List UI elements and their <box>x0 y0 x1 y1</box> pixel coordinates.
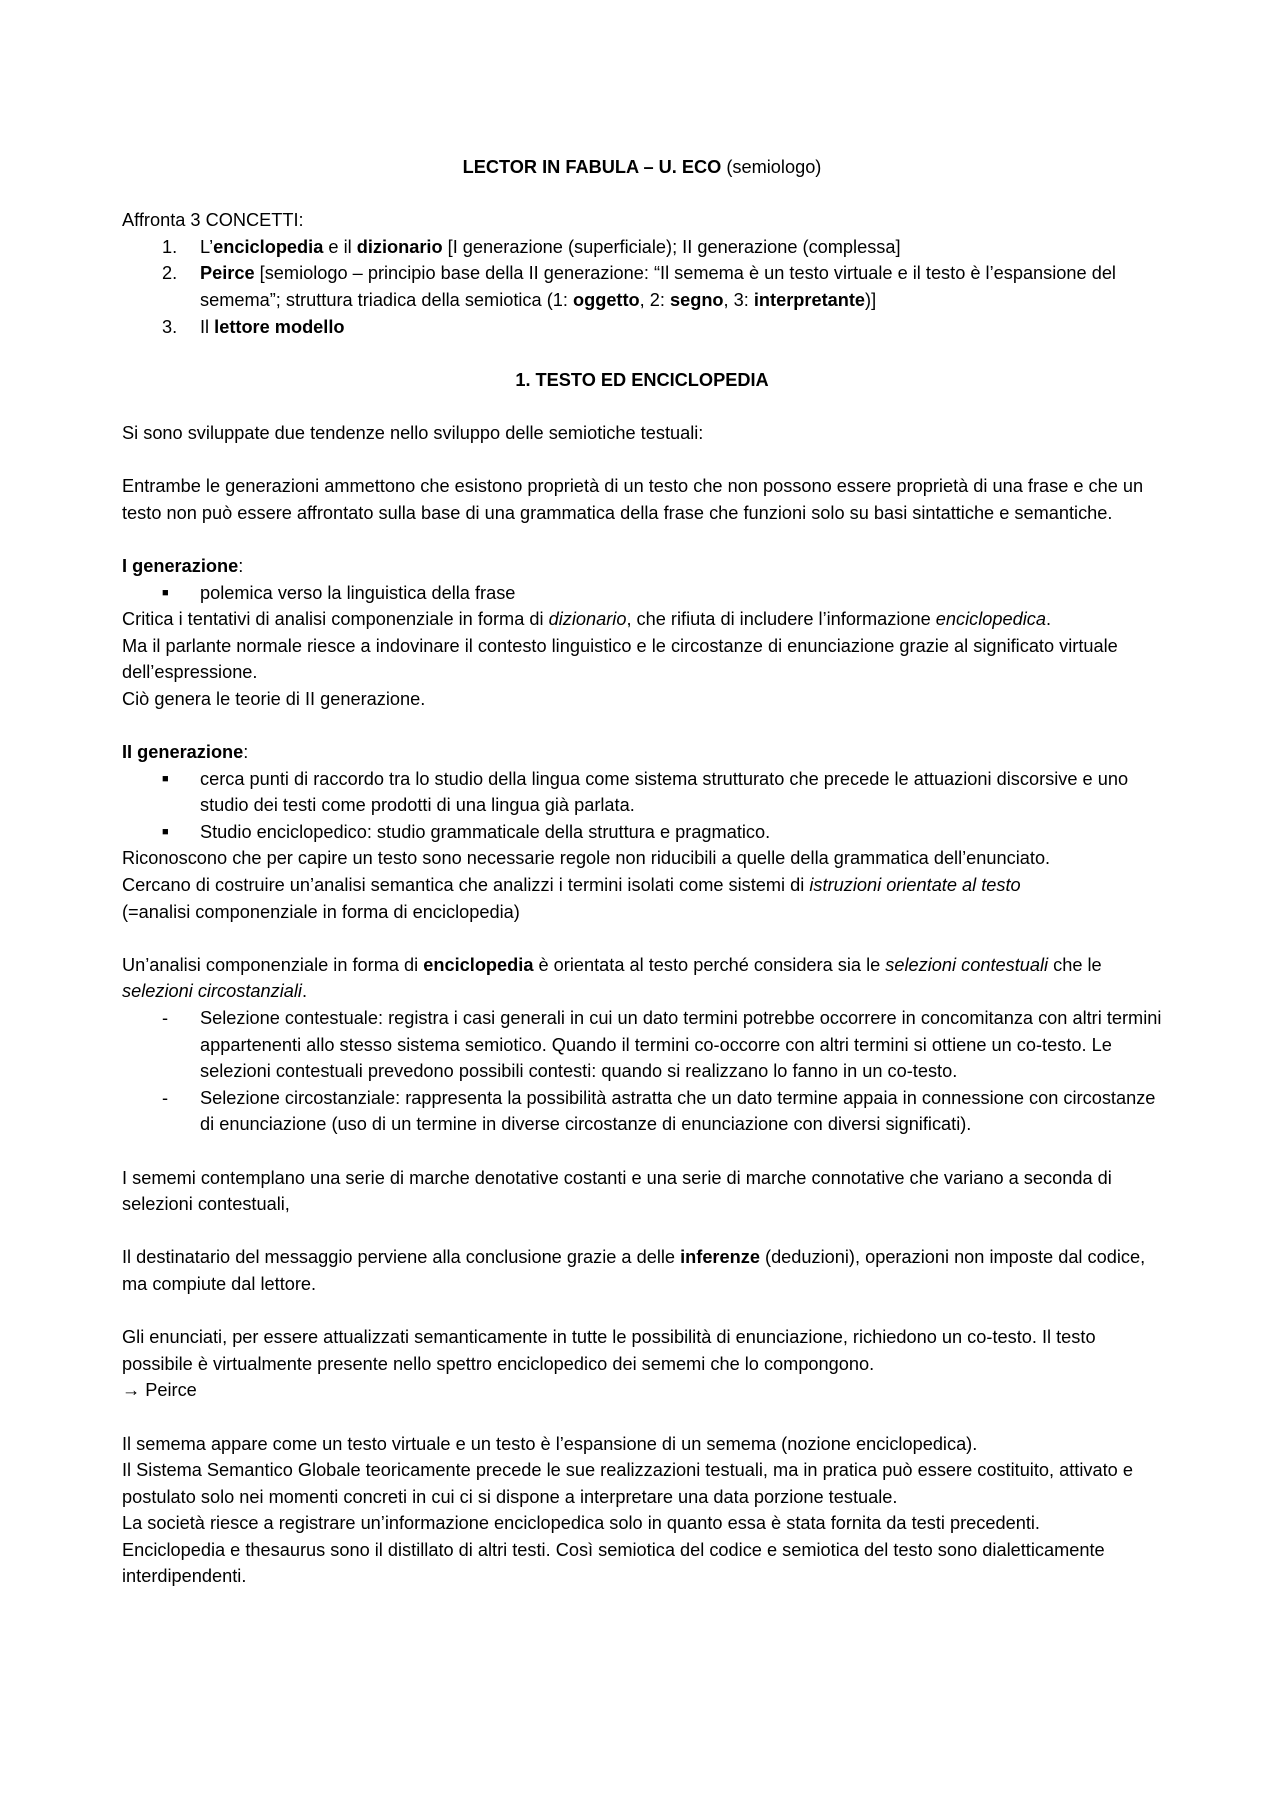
square-bullet-icon: ■ <box>162 586 169 599</box>
concept-item-3 <box>122 314 1162 341</box>
final-line-2: Il Sistema Semantico Globale teoricamente precede le sue realizzazioni testuali, ma in pratica può essere costituito, attivato e postulato solo nei momenti concreti in cui ci si dispone a interpretare una data porzione testuale. <box>122 1460 1133 1507</box>
final-line-3: La società riesce a registrare un’informazione enciclopedica solo in quanto essa è stata fornita da testi precedenti. <box>122 1513 1040 1534</box>
concept-number: 1. <box>162 236 178 257</box>
gen2-label: II generazione <box>122 742 244 763</box>
concept-bold: enciclopedia <box>213 236 324 257</box>
bullet-text: polemica verso la linguistica della frase <box>200 582 516 603</box>
concept-text: , 2: <box>639 289 670 310</box>
square-bullet-icon: ■ <box>162 772 169 785</box>
document-content <box>122 154 1162 1590</box>
concept-bold: oggetto <box>572 289 640 310</box>
analisi-text: che le <box>1048 954 1102 975</box>
gen2-bullet <box>122 766 1162 819</box>
selezione-text: Selezione contestuale: registra i casi generali in cui un dato termini potrebbe occorrere in concomitanza con altri termini appartenenti allo stesso sistema semiotico. Quando il termini co-occorre con altri termini si ottiene un co-testo. Le selezioni contestuali prevedono possibili contesti: quando si realizzano lo fanno in un co-testo. <box>200 1008 1162 1082</box>
concept-text: [I generazione (superficiale); II generazione (complessa] <box>442 236 901 257</box>
intro-line: Affronta 3 CONCETTI: <box>122 210 304 231</box>
paragraph-tendenze: Si sono sviluppate due tendenze nello sviluppo delle semiotiche testuali: <box>122 422 704 443</box>
square-bullet-icon: ■ <box>162 825 169 838</box>
concept-text: e il <box>323 236 357 257</box>
concept-text: Il <box>200 316 215 337</box>
cercano-text: Cercano di costruire un’analisi semantica che analizzi i termini isolati come sistemi di <box>122 875 810 896</box>
gen2-colon: : <box>243 742 249 763</box>
critica-text: , che rifiuta di includere l’informazione <box>626 609 936 630</box>
dash-bullet: - <box>162 1008 169 1028</box>
concept-number: 3. <box>162 316 178 337</box>
bullet-text: cerca punti di raccordo tra lo studio della lingua come sistema strutturato che precede le attuazioni discorsive e uno studio dei testi come prodotti di una lingua già parlata. <box>200 768 1129 816</box>
destinatario-text: Il destinatario del messaggio perviene alla conclusione grazie a delle <box>122 1247 681 1268</box>
selezione-item <box>122 1005 1162 1085</box>
gen1-label: I generazione <box>122 555 239 576</box>
concept-bold: Peirce <box>200 263 255 284</box>
paragraph-destinatario <box>122 1244 1162 1297</box>
title-bold: LECTOR IN FABULA – U. ECO <box>462 157 722 177</box>
concept-bold: interpretante <box>753 289 866 310</box>
paragraph-analisi <box>122 952 1162 1005</box>
gen2-cercano <box>122 872 1162 899</box>
critica-italic: dizionario <box>548 609 627 630</box>
concept-item-2 <box>122 260 1162 313</box>
destinatario-text: (deduzioni), operazioni non imposte dal codice, ma compiute dal lettore. <box>122 1247 1146 1294</box>
concept-item-1 <box>122 234 1162 261</box>
paragraph-sememi: I sememi contemplano una serie di marche denotative costanti e una serie di marche connotative che variano a seconda di selezioni contestuali, <box>122 1167 1112 1215</box>
final-line-1: Il semema appare come un testo virtuale e un testo è l’espansione di un semema (nozione enciclopedica). <box>122 1433 978 1454</box>
gen2-heading <box>122 739 1162 766</box>
arrow-peirce: → Peirce <box>122 1380 197 1401</box>
destinatario-bold: inferenze <box>680 1247 760 1268</box>
concepts-list <box>122 234 1162 340</box>
gen1-critica <box>122 606 1162 633</box>
gen1-ma: Ma il parlante normale riesce a indovinare il contesto linguistico e le circostanze di enunciazione grazie al significato virtuale dell’espressione. <box>122 635 1118 683</box>
paragraph-entrambe: Entrambe le generazioni ammettono che esistono proprietà di un testo che non possono essere proprietà di una frase e che un testo non può essere affrontato sulla base di una grammatica della frase che funzioni solo su basi sintattiche e semantiche. <box>122 476 1144 523</box>
final-line-4: Enciclopedia e thesaurus sono il distillato di altri testi. Così semiotica del codice e semiotica del testo sono dialetticamente interdipendenti. <box>122 1539 1105 1587</box>
analisi-bold: enciclopedia <box>423 954 534 975</box>
gen1-heading <box>122 553 1162 580</box>
gen1-bullet <box>122 580 1162 607</box>
concept-text: L’ <box>200 236 214 257</box>
gen2-bullet <box>122 819 1162 846</box>
gen1-cio: Ciò genera le teorie di II generazione. <box>122 688 426 709</box>
bullet-text: Studio enciclopedico: studio grammaticale della struttura e pragmatico. <box>200 821 771 842</box>
analisi-text: è orientata al testo perché considera sia le <box>533 954 886 975</box>
selezione-text: Selezione circostanziale: rappresenta la possibilità astratta che un dato termine appaia in connessione con circostanze di enunciazione (uso di un termine in diverse circostanze di enunciazione con diversi significati). <box>200 1087 1156 1135</box>
critica-text: . <box>1046 609 1052 630</box>
document-title <box>122 154 1162 181</box>
critica-italic: enciclopedica <box>935 609 1047 630</box>
analisi-italic: selezioni contestuali <box>885 954 1049 975</box>
section-title-text: 1. TESTO ED ENCICLOPEDIA <box>515 369 769 390</box>
gen1-colon: : <box>238 555 244 576</box>
concept-text: , 3: <box>723 289 754 310</box>
title-rest: (semiologo) <box>721 157 822 177</box>
analisi-italic: selezioni circostanziali <box>122 981 302 1002</box>
cercano-italic: istruzioni orientate al testo <box>809 875 1021 896</box>
gen2-analisi: (=analisi componenziale in forma di enciclopedia) <box>122 901 520 922</box>
analisi-text: Un’analisi componenziale in forma di <box>122 954 424 975</box>
paragraph-enunciati: Gli enunciati, per essere attualizzati semanticamente in tutte le possibilità di enunciazione, richiedono un co-testo. Il testo possibile è virtualmente presente nello spettro enciclopedico dei sememi che lo compongono. <box>122 1327 1096 1374</box>
concept-bold: segno <box>669 289 724 310</box>
section-title <box>122 367 1162 394</box>
critica-text: Critica i tentativi di analisi componenziale in forma di <box>122 609 549 630</box>
concept-text: [semiologo – principio base della II generazione: “Il semema è un testo virtuale e il testo è l’espansione del semema”; struttura triadica della semiotica (1: <box>200 263 1116 310</box>
concept-bold: dizionario <box>356 236 443 257</box>
concept-bold: lettore modello <box>214 316 345 337</box>
analisi-text: . <box>301 981 307 1002</box>
concept-number: 2. <box>162 263 178 284</box>
gen2-riconoscono: Riconoscono che per capire un testo sono necessarie regole non riducibili a quelle della grammatica dell’enunciato. <box>122 848 1051 869</box>
dash-bullet: - <box>162 1087 169 1108</box>
concept-text: )] <box>865 289 877 310</box>
selezione-item <box>122 1085 1162 1138</box>
